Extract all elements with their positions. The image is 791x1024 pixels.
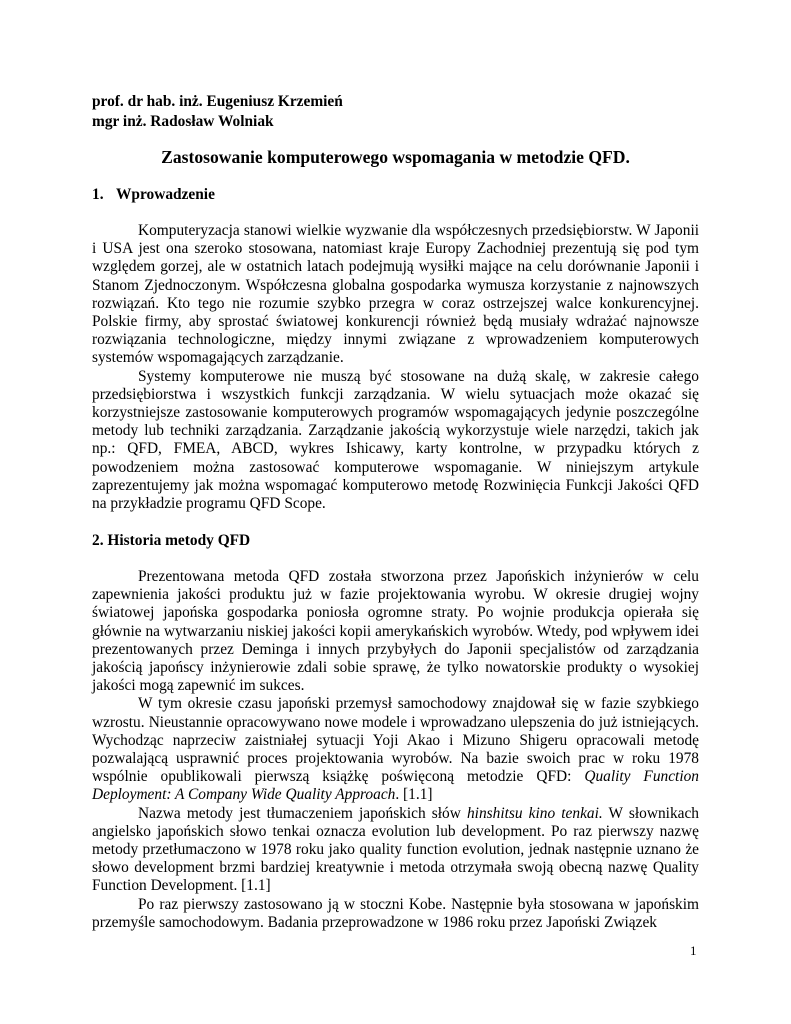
section-2-paragraph-2-tail: . [1.1] bbox=[395, 786, 433, 804]
section-1-heading bbox=[92, 186, 215, 204]
paper-title: Zastosowanie komputerowego wspomagania w metodzie QFD. bbox=[161, 147, 630, 167]
section-1-title: Wprowadzenie bbox=[116, 186, 215, 203]
section-2-number: 2. bbox=[92, 532, 104, 549]
author-1: prof. dr hab. inż. Eugeniusz Krzemień bbox=[92, 93, 343, 110]
author-2: mgr inż. Radosław Wolniak bbox=[92, 113, 274, 130]
section-2-paragraph-3-text: Nazwa metody jest tłumaczeniem japońskich słów bbox=[138, 804, 467, 822]
section-2-heading bbox=[92, 532, 250, 550]
section-2-paragraph-3 bbox=[92, 805, 699, 896]
section-1-paragraph-1: Komputeryzacja stanowi wielkie wyzwanie dla współczesnych przedsiębiorstw. W Japonii i USA jest ona szeroko stosowana, natomiast kraje Europy Zachodniej prezentują się pod tym względem gorzej, ale w ostatnich latach podejmują wysiłki mające na celu dorównanie Japonii i Stanom Zjednoczonym. Współczesna globalna gospodarka wymusza korzystanie z najnowszych rozwiązań. Kto tego nie rozumie szybko przegra w coraz ostrzejszej walce konkurencyjnej. Polskie firmy, aby sprostać światowej konkurencji również będą musiały wdrażać najnowsze rozwiązania technologiczne, między innymi związane z wprowadzeniem komputerowych systemów wspomagających zarządzanie. bbox=[92, 222, 699, 367]
section-2-title: Historia metody QFD bbox=[107, 532, 251, 549]
book-title: Quality Function Deployment: A Company Wide Quality Approach bbox=[92, 768, 699, 804]
section-2-paragraph-3-tail: W słownikach angielsko japońskich słowo tenkai oznacza evolution lub development. Po raz pierwszy nazwę metody przetłumaczono w 1978 roku jako quality function evolution, jednak następnie uznano że słowo development brzmi bardziej kreatywnie i metoda otrzymała swoją obecną nazwę Quality Function Development. [1.1] bbox=[92, 804, 699, 895]
section-1-number: 1. bbox=[92, 186, 104, 203]
author-block bbox=[92, 92, 343, 132]
section-2-body bbox=[92, 568, 699, 932]
section-2-paragraph-2-text: W tym okresie czasu japoński przemysł samochodowy znajdował się w fazie szybkiego wzrostu. Nieustannie opracowywano nowe modele i wprowadzano ulepszenia do już istniejących. Wychodząc naprzeciw zaistniałej sytuacji Yoji Akao i Mizuno Shigeru opracowali metodę pozwalającą usprawnić proces projektowania wyrobów. Na bazie swoich prac w roku 1978 wspólnie opublikowali pierwszą książkę poświęconą metodzie QFD: bbox=[92, 695, 699, 786]
section-1-body bbox=[92, 222, 699, 513]
section-2-paragraph-2 bbox=[92, 695, 699, 804]
section-2-paragraph-1: Prezentowana metoda QFD została stworzona przez Japońskich inżynierów w celu zapewnienia jakości produktu już w fazie projektowania wyrobu. W okresie drugiej wojny światowej japońska gospodarka poniosła ogromne straty. Po wojnie produkcja opierała się głównie na wytwarzaniu niskiej jakości kopii amerykańskich wyrobów. Wtedy, pod wpływem idei prezentowanych przez Deminga i innych przybyłych do Japonii specjalistów od zarządzania jakością japońscy inżynierowie zdali sobie sprawę, że tylko nowatorskie produkty o wysokiej jakości mogą zapewnić im sukces. bbox=[92, 568, 699, 695]
section-2-paragraph-4: Po raz pierwszy zastosowano ją w stoczni Kobe. Następnie była stosowana w japońskim przemyśle samochodowym. Badania przeprowadzone w 1986 roku przez Japoński Związek bbox=[92, 895, 699, 931]
japanese-term: hinshitsu kino tenkai. bbox=[466, 804, 603, 822]
page-number: 1 bbox=[690, 943, 697, 958]
section-1-paragraph-2: Systemy komputerowe nie muszą być stosowane na dużą skalę, w zakresie całego przedsiębiorstwa i wszystkich funkcji zarządzania. W wielu sytuacjach może okazać się korzystniejsze zastosowanie komputerowych programów wspomagających jedynie poszczególne metody lub techniki zarządzania. Zarządzanie jakością wykorzystuje wiele narzędzi, takich jak np.: QFD, FMEA, ABCD, wykres Ishicawy, karty kontrolne, w przypadku których z powodzeniem można zastosować komputerowe wspomaganie. W niniejszym artykule zaprezentujemy jak można wspomagać komputerowo metodę Rozwinięcia Funkcji Jakości QFD na przykładzie programu QFD Scope. bbox=[92, 367, 699, 513]
